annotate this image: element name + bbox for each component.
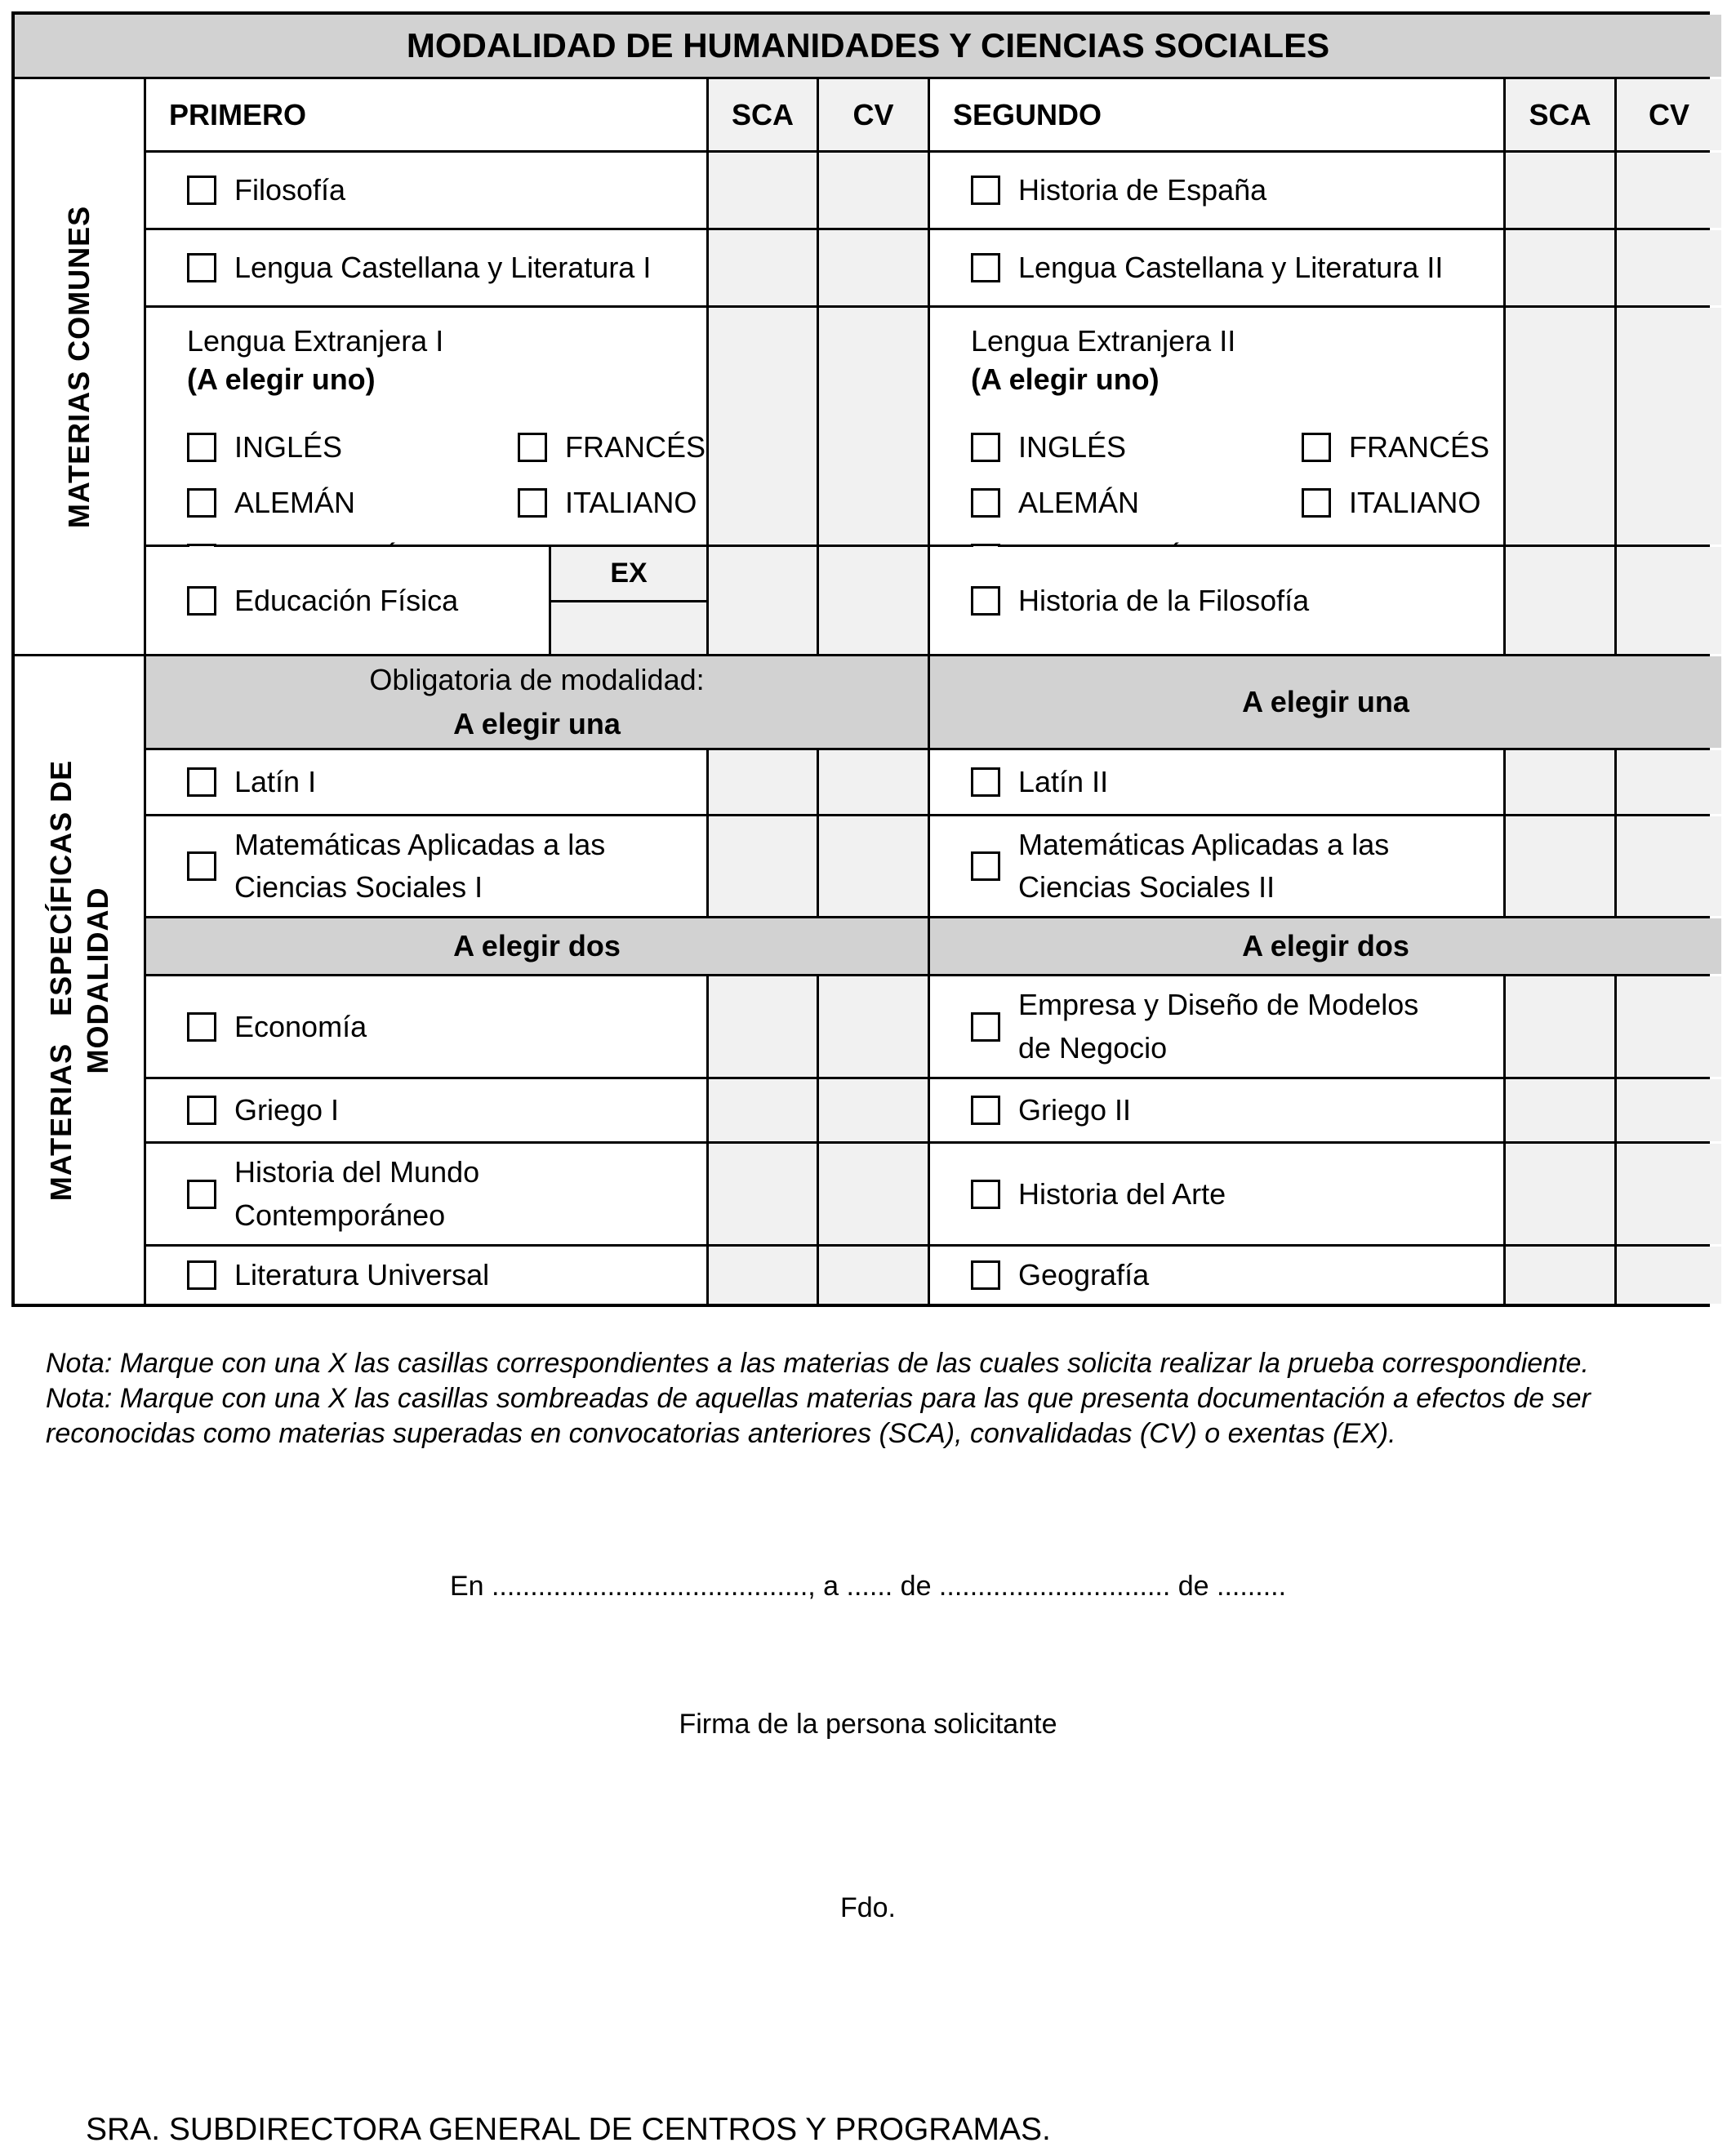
column-header-segundo: SEGUNDO xyxy=(930,79,1503,150)
cv-mark-cell[interactable] xyxy=(1617,750,1721,814)
lengua-extranjera-2-title: Lengua Extranjera II xyxy=(971,324,1236,358)
band-label: A elegir dos xyxy=(1242,929,1409,962)
cv-mark-cell[interactable] xyxy=(1617,308,1721,545)
checkbox-lengua-castellana-2[interactable] xyxy=(971,253,1000,282)
column-header-cv-right: CV xyxy=(1617,79,1721,150)
cv-mark-cell[interactable] xyxy=(1617,1247,1721,1304)
materias-especificas-label xyxy=(42,662,116,1299)
checkbox-latin-1[interactable] xyxy=(187,767,216,797)
cv-mark-cell[interactable] xyxy=(819,976,928,1077)
subject-row xyxy=(146,153,706,228)
modalidad-table xyxy=(11,11,1710,1307)
checkbox-griego-2[interactable] xyxy=(971,1096,1000,1125)
checkbox-matematicas-2[interactable] xyxy=(971,851,1000,881)
subject-row xyxy=(930,976,1503,1077)
subject-row xyxy=(930,230,1503,305)
checkbox-historia-mundo[interactable] xyxy=(187,1180,216,1209)
cv-mark-cell[interactable] xyxy=(819,1247,928,1304)
sca-mark-cell[interactable] xyxy=(709,976,817,1077)
note-1: Nota: Marque con una X las casillas correspondientes a las materias de las cuales solicita realizar la prueba correspondiente. xyxy=(46,1348,1589,1379)
ex-mark-cell[interactable] xyxy=(551,602,706,654)
language-option xyxy=(187,486,518,520)
educacion-fisica-cell xyxy=(146,547,706,654)
checkbox-educacion-fisica[interactable] xyxy=(187,586,216,616)
subject-row xyxy=(146,230,706,305)
checkbox-matematicas-1[interactable] xyxy=(187,851,216,881)
section-label-materias-comunes xyxy=(15,79,144,654)
sca-mark-cell[interactable] xyxy=(709,1247,817,1304)
band-label: A elegir dos xyxy=(453,929,621,962)
language-label: ALEMÁN xyxy=(234,485,356,519)
checkbox-filosofia[interactable] xyxy=(187,176,216,205)
subject-label: Filosofía xyxy=(234,173,346,207)
band-line2: A elegir una xyxy=(453,707,621,740)
subject-row xyxy=(146,816,706,916)
language-option xyxy=(518,430,706,465)
checkbox-griego-1[interactable] xyxy=(187,1096,216,1125)
cv-mark-cell[interactable] xyxy=(819,750,928,814)
subject-label: Economía xyxy=(234,1009,367,1043)
checkbox-literatura[interactable] xyxy=(187,1260,216,1290)
sca-mark-cell[interactable] xyxy=(1506,976,1614,1077)
language-label: FRANCÉS xyxy=(1349,429,1490,464)
sca-mark-cell[interactable] xyxy=(1506,750,1614,814)
checkbox-ingles-1[interactable] xyxy=(187,433,216,462)
checkbox-lengua-castellana-1[interactable] xyxy=(187,253,216,282)
subject-label: Latín I xyxy=(234,765,317,798)
sca-mark-cell[interactable] xyxy=(1506,1247,1614,1304)
subject-label: Literatura Universal xyxy=(234,1258,490,1291)
subject-row xyxy=(930,153,1503,228)
cv-mark-cell[interactable] xyxy=(1617,976,1721,1077)
cv-mark-cell[interactable] xyxy=(819,153,928,228)
ex-column-header: EX xyxy=(551,547,706,600)
cv-mark-cell[interactable] xyxy=(1617,547,1721,654)
addressee-line: SRA. SUBDIRECTORA GENERAL DE CENTROS Y PROGRAMAS. xyxy=(86,2112,1051,2147)
subject-row xyxy=(146,976,706,1077)
band-label: A elegir una xyxy=(1242,685,1409,718)
checkbox-economia[interactable] xyxy=(187,1012,216,1042)
sca-mark-cell[interactable] xyxy=(709,308,817,545)
band-obligatoria-modalidad xyxy=(146,656,928,748)
band-a-elegir-dos-right xyxy=(930,918,1721,974)
lengua-extranjera-2-cell xyxy=(930,308,1503,545)
band-line1: Obligatoria de modalidad: xyxy=(369,663,705,696)
subject-label: Historia del Arte xyxy=(1018,1176,1226,1211)
cv-mark-cell[interactable] xyxy=(1617,230,1721,305)
subject-label: Educación Física xyxy=(234,583,459,617)
cv-mark-cell[interactable] xyxy=(1617,1144,1721,1244)
language-label: INGLÉS xyxy=(234,429,343,464)
fdo-label: Fdo. xyxy=(839,1892,897,1923)
language-label: ITALIANO xyxy=(565,485,697,519)
sca-mark-cell[interactable] xyxy=(709,1144,817,1244)
column-header-sca-left: SCA xyxy=(709,79,817,150)
sca-mark-cell[interactable] xyxy=(709,547,817,654)
language-label: ITALIANO xyxy=(1349,485,1481,519)
page-title: MODALIDAD DE HUMANIDADES Y CIENCIAS SOCIALES xyxy=(15,15,1721,77)
cv-mark-cell[interactable] xyxy=(819,230,928,305)
checkbox-latin-2[interactable] xyxy=(971,767,1000,797)
checkbox-empresa[interactable] xyxy=(971,1012,1000,1042)
section-label-materias-especificas xyxy=(15,656,144,1304)
subject-label: Latín II xyxy=(1018,765,1109,798)
language-option xyxy=(971,486,1302,520)
sca-mark-cell[interactable] xyxy=(1506,547,1614,654)
checkbox-historia-arte[interactable] xyxy=(971,1180,1000,1209)
subject-label: Geografía xyxy=(1018,1258,1150,1291)
subject-label: Lengua Castellana y Literatura II xyxy=(1018,251,1444,284)
cv-mark-cell[interactable] xyxy=(819,547,928,654)
sca-mark-cell[interactable] xyxy=(709,1079,817,1141)
language-option xyxy=(971,430,1302,465)
subject-row xyxy=(930,1247,1503,1304)
a-elegir-uno-note: (A elegir uno) xyxy=(187,362,376,396)
checkbox-aleman-1[interactable] xyxy=(187,488,216,518)
checkbox-ingles-2[interactable] xyxy=(971,433,1000,462)
sca-mark-cell[interactable] xyxy=(1506,816,1614,916)
column-header-primero: PRIMERO xyxy=(146,79,706,150)
cv-mark-cell[interactable] xyxy=(819,308,928,545)
language-option xyxy=(187,430,518,465)
lengua-extranjera-1-cell xyxy=(146,308,706,545)
sca-mark-cell[interactable] xyxy=(709,230,817,305)
lengua-extranjera-1-title: Lengua Extranjera I xyxy=(187,324,444,358)
language-label: ALEMÁN xyxy=(1018,485,1140,519)
language-option xyxy=(1302,430,1495,465)
subject-row xyxy=(930,1144,1503,1244)
subject-row xyxy=(146,547,549,654)
sca-mark-cell[interactable] xyxy=(709,816,817,916)
subject-label: Matemáticas Aplicadas a las Ciencias Sociales I xyxy=(234,827,606,904)
materias-especificas-line2: MODALIDAD xyxy=(81,887,114,1074)
sca-mark-cell[interactable] xyxy=(1506,230,1614,305)
note-2: Nota: Marque con una X las casillas sombreadas de aquellas materias para las que presenta documentación a efectos de ser reconocidas como materias superadas en convocatorias anteriores (SCA), convalidadas (CV) o exentas (EX). xyxy=(46,1383,1591,1449)
checkbox-geografia[interactable] xyxy=(971,1260,1000,1290)
subject-label: Empresa y Diseño de Modelos de Negocio xyxy=(1018,988,1419,1065)
subject-label: Historia de la Filosofía xyxy=(1018,583,1310,617)
subject-label: Historia del Mundo Contemporáneo xyxy=(234,1155,480,1232)
cv-mark-cell[interactable] xyxy=(819,1144,928,1244)
cv-mark-cell[interactable] xyxy=(819,1079,928,1141)
sca-mark-cell[interactable] xyxy=(709,153,817,228)
checkbox-aleman-2[interactable] xyxy=(971,488,1000,518)
cv-mark-cell[interactable] xyxy=(819,816,928,916)
cv-mark-cell[interactable] xyxy=(1617,153,1721,228)
subject-row xyxy=(930,547,1503,654)
checkbox-italiano-1[interactable] xyxy=(518,488,547,518)
subject-row xyxy=(930,750,1503,814)
subject-label: Historia de España xyxy=(1018,173,1267,207)
sca-mark-cell[interactable] xyxy=(709,750,817,814)
subject-row xyxy=(146,750,706,814)
sca-mark-cell[interactable] xyxy=(1506,1144,1614,1244)
subject-label: Griego II xyxy=(1018,1093,1132,1127)
notes-block xyxy=(46,1346,1695,1451)
subject-row xyxy=(146,1144,706,1244)
materias-comunes-label: MATERIAS COMUNES xyxy=(62,205,96,528)
sca-mark-cell[interactable] xyxy=(1506,308,1614,545)
language-label: INGLÉS xyxy=(1018,429,1127,464)
subject-row xyxy=(146,1247,706,1304)
sca-mark-cell[interactable] xyxy=(1506,1079,1614,1141)
language-label: FRANCÉS xyxy=(565,429,706,464)
a-elegir-uno-note: (A elegir uno) xyxy=(971,362,1160,396)
cv-mark-cell[interactable] xyxy=(1617,816,1721,916)
language-option xyxy=(518,486,706,520)
date-fill-line: En ........................................., a ...... de .............................. de ......... xyxy=(449,1571,1287,1602)
signature-caption: Firma de la persona solicitante xyxy=(679,1709,1057,1740)
cv-mark-cell[interactable] xyxy=(1617,1079,1721,1141)
checkbox-historia-filosofia[interactable] xyxy=(971,586,1000,616)
band-a-elegir-dos-left xyxy=(146,918,928,974)
checkbox-frances-2[interactable] xyxy=(1302,433,1331,462)
sca-mark-cell[interactable] xyxy=(1506,153,1614,228)
subject-row xyxy=(930,816,1503,916)
band-a-elegir-una xyxy=(930,656,1721,748)
subject-row xyxy=(146,1079,706,1141)
checkbox-historia-espana[interactable] xyxy=(971,176,1000,205)
checkbox-italiano-2[interactable] xyxy=(1302,488,1331,518)
language-option xyxy=(1302,486,1495,520)
subject-label: Matemáticas Aplicadas a las Ciencias Sociales II xyxy=(1018,827,1390,904)
subject-label: Lengua Castellana y Literatura I xyxy=(234,251,652,284)
column-header-sca-right: SCA xyxy=(1506,79,1614,150)
column-header-cv-left: CV xyxy=(819,79,928,150)
subject-label: Griego I xyxy=(234,1093,340,1127)
subject-row xyxy=(930,1079,1503,1141)
checkbox-frances-1[interactable] xyxy=(518,433,547,462)
materias-especificas-line1: MATERIAS ESPECÍFICAS DE xyxy=(44,759,78,1201)
